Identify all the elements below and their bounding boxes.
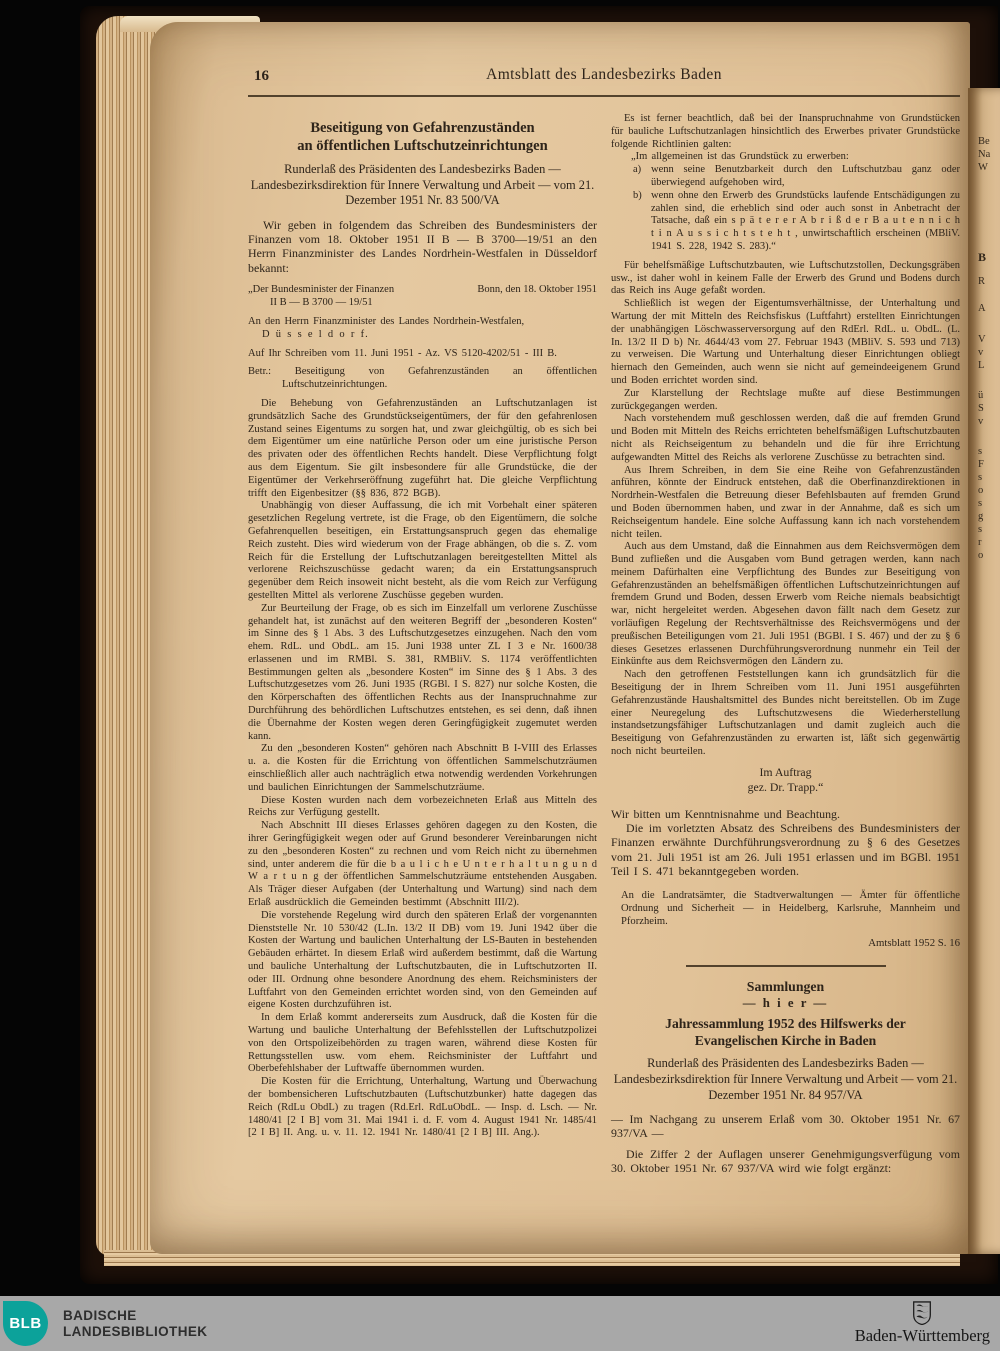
library-name: BADISCHE LANDESBIBLIOTHEK <box>63 1307 208 1339</box>
adjacent-page-text-fragment: Be <box>978 136 990 147</box>
paragraph: Nach Abschnitt III dieses Erlasses gehören dagegen zu den Kosten, die ihrer Geringfügigkeit wegen oder auf Grund besonderer Vereinbarungen nicht zu den „besonderen Kosten“ zu rechnen und vom Reich nicht zu übernehmen sind, unter anderem die für die b a u l i c h e U n t e r h a l t u n g u n d W a r t u n g der öffentlichen Sammelschutzräume entstehenden Ausgaben. Als Träger dieser Aufgaben (der Unterhaltung und Wartung) sind nach dem Erlaß ausdrücklich die Gemeinden bestimmt (Abschnitt III/2). <box>248 820 597 909</box>
paragraph: Zur Klarstellung der Rechtslage mußte auf diese Bestimmungen zurückgegangen werden. <box>611 387 960 412</box>
paragraph: gez. Dr. Trapp.“ <box>747 779 824 794</box>
paragraph: In dem Erlaß kommt andererseits zum Ausdruck, daß die Kosten für die Wartung und bauliche Unterhaltung der Befehlsstellen der Luftschutzpolizei von den Ortspolizeibehörden zu tragen waren, während diese Kosten für Rettungsstellen usw. vom ehem. Reichsminister der Luftfahrt und Oberbefehlshaber der Luftwaffe übernommen wurden. <box>248 1012 597 1075</box>
paragraph: An den Herrn Finanzminister des Landes Nordrhein-Westfalen, <box>248 315 525 327</box>
paragraph: Unabhängig von dieser Auffassung, die ich mit Vorbehalt einer späteren gesetzlichen Regelung vertrete, ist die Frage, ob den Eigentümern, die solche Gefahrenquellen beseitigen, ein Erstattungsanspruch gegen das ehemalige Reich zusteht. Dies wird wiederum von der Frage abhängen, ob die s. Z. vom Reich für die Erstellung der Luftschutzanlagen bereitgestellten Mittel als verlorene Reichszuschüsse gedacht waren; da ein Erstattungsanspruch gegenüber dem Reich insoweit nicht besteht, als die vom Reich zur Verfügung gestellten Mittel als verlorene Zuschüsse gegeben wurden. <box>248 500 597 601</box>
article2-nachgang: — Im Nachgang zu unserem Erlaß vom 30. Oktober 1951 Nr. 67 937/VA — <box>611 1112 960 1141</box>
paragraph: Diese Kosten wurden nach dem vorbezeichneten Erlaß aus Mitteln des Reichs zur Verfügung gestellt. <box>248 794 597 819</box>
baden-wuerttemberg-coat-of-arms-icon <box>912 1301 932 1325</box>
list-marker: a) <box>633 164 642 176</box>
paragraph: Schließlich ist wegen der Eigentumsverhältnisse, der Unterhaltung und Wartung der mit Mitteln des Reichsfiskus (Luftfahrt) erstellten Einrichtungen der unabhängigen Löschwasserversorgung auf den RdErl. RdL. u. ObdL. (L. In. 13/2 II D b) Nr. 4644/43 vom 27. Februar 1943 (MBliV. S. 593 und 713) zu verweisen. Die Wartung und Unterhaltung dieser Einrichtungen obliegt hiernach den Gemeinden, auch wenn sie nicht auf gemeindeeigenem Grund und Boden errichtet worden sind. <box>611 298 960 386</box>
paragraph: Wir bitten um Kenntnisnahme und Beachtung. <box>611 806 840 821</box>
paragraph: Es ist ferner beachtlich, daß bei der Inanspruchnahme von Grundstücken für bauliche Luftschutzanlagen hinsichtlich des Erwerbes privater Grundstücke folgende Richtlinien galten: <box>611 113 960 150</box>
letter-body-left <box>248 316 597 1140</box>
letter-date: Bonn, den 18. Oktober 1951 <box>477 283 597 295</box>
article2-title-line2: Evangelischen Kirche in Baden <box>694 1033 877 1049</box>
paragraph: Aus Ihrem Schreiben, in dem Sie eine Reihe von Gefahrenzuständen anführen, könnte der Eindruck entstehen, daß die Oberfinanzdirektionen in Nordrhein-Westfalen die Betreuung dieser Befehlsbauten auf fremden Grund und Boden übernommen haben, und zwar in der Annahme, daß es sich um Reichseigentum handele. Eine solche Auffassung kann ich nach vorstehendem nicht teilen. <box>611 464 960 540</box>
adjacent-page-text-fragment: s <box>978 524 983 535</box>
section-divider <box>686 965 886 967</box>
paragraph: b) wenn ohne den Erwerb des Grundstücks laufende Entschädigungen zu zahlen sind, die erheblich sind oder auch sonst in Anbetracht der Tatsache, daß ein s p ä t e r e r A b r i ß d e r B a u t e n n i c h t i n A u s s i c h t s t e h t , unwirtschaftlich erscheinen (MBliV. 1941 S. 228, 1942 S. 283).“ <box>633 189 960 252</box>
article2-subtitle: Runderlaß des Präsidenten des Landesbezirks Baden — Landesbezirksdirektion für Innere Verwaltung und Arbeit — vom 21. Dezember 1951 Nr. 84 957/VA <box>613 1056 958 1102</box>
paragraph: Zur Beurteilung der Frage, ob es sich im Einzelfall um verlorene Zuschüsse gehandelt hat, ist zunächst auf den weiteren Begriff der „besonderen Kosten“ im Sinne des § 1 Abs. 3 des Luftschutzgesetzes einzugehen. Nach den vom ehem. RdL. und ObdL. am 15. Juni 1938 unter ZL I 3 e Nr. 1600/38 erlassenen und im RMBl. S. 381, RMBliV. S. 1174 veröffentlichten Bestimmungen gelten als „besondere Kosten“ im Sinne des § 1 Abs. 3 des Luftschutzgesetzes vom 26. Juni 1935 (RGBl. I S. 827) nur solche Kosten, die den Körperschaften des öffentlichen Rechts aus der Inanspruchnahme zur Durchführung des behördlichen Luftschutzes entstehen, es sei denn, daß ihnen die Übernahme der Kosten wegen deren Geringfügigkeit zugemutet werden kann. <box>248 602 598 742</box>
paragraph: Nach vorstehendem muß geschlossen werden, daß die auf fremden Grund und Boden mit Mitteln des Reichs errichteten behelfsmäßigen Luftschutzbauten nicht als Reichseigentum zu behandeln und die für ihre Errichtung aufgewandten Mittel des Reichs als verlorene Zuschüsse zu betrachten sind. <box>611 413 960 463</box>
adjacent-page-text-fragment: ü <box>978 390 984 401</box>
paragraph: Betr.: Beseitigung von Gefahrenzuständen an öffentlichen Luftschutzeinrichtungen. <box>248 366 597 391</box>
adjacent-page-text-fragment: W <box>978 162 988 173</box>
paragraph: a) wenn seine Benutzbarkeit durch den Luftschutzbau ganz oder überwiegend aufgehoben wird, <box>633 164 960 188</box>
paragraph: Die Behebung von Gefahrenzuständen an Luftschutzanlagen ist grundsätzlich Sache des Grundstückseigentümers, der für den gefahrenlosen Zustand seines Eigentums zu sorgen hat, und zwar gleichgültig, ob es sich bei dem Eigentümer um eine natürliche Person oder um eine juristische Person des privaten oder des öffentlichen Rechts handelt. Diese Verpflichtung folgt aus dem Eigentum. Sie gilt insbesondere für alle Grundstücke, die der Eigentümer der Verkehrseröffnung zugeführt hat. Die gleiche Verpflichtung trifft den Eigenbesitzer (§§ 836, 872 BGB). <box>248 397 597 499</box>
page-number: 16 <box>254 68 269 84</box>
article2-closing: Die Ziffer 2 der Auflagen unserer Genehmigungsverfügung vom 30. Oktober 1951 Nr. 67 937/VA wird wie folgt ergänzt: <box>611 1146 960 1175</box>
paragraph: Die im vorletzten Absatz des Schreibens des Bundesministers der Finanzen erwähnte Durchführungsverordnung zu § 6 des Gesetzes vom 21. Juli 1951 ist am 26. Juli 1951 erlassen und im BGBl. 1951 Teil I S. 471 bekanntgegeben worden. <box>611 821 960 879</box>
page-header <box>248 66 960 92</box>
article2-title-line1: Jahressammlung 1952 des Hilfswerks der <box>665 1016 906 1032</box>
adjacent-page-text-fragment: s <box>978 472 983 483</box>
adjacent-page-text-fragment: V <box>978 334 986 345</box>
article1-subtitle: Runderlaß des Präsidenten des Landesbezirks Baden — Landesbezirksdirektion für Innere Verwaltung und Arbeit — vom 21. Dezember 1951 Nr. 83 500/VA <box>250 162 595 208</box>
letter-sender: „Der Bundesminister der Finanzen <box>248 283 395 295</box>
paragraph: Zu den „besonderen Kosten“ gehören nach Abschnitt B I-VIII des Erlasses u. a. die Kosten für die Errichtung von öffentlichen Sammelschutzräumen einschließlich aller auch nachträglich etwa notwendig werdenden Vorkehrungen und baulichen Einrichtungen der Sammelschutzräume. <box>248 743 597 793</box>
article2-kicker: Sammlungen <box>746 979 825 995</box>
letter-body-right <box>611 113 960 795</box>
journal-title: Amtsblatt des Landesbezirks Baden <box>486 66 722 83</box>
adjacent-page-text-fragment: R <box>978 276 986 287</box>
article1-intro: Wir geben in folgendem das Schreiben des Bundesministers der Finanzen vom 18. Oktober 1951 II B — B 3700—19/51 an den Herrn Finanzminister des Landes Nordrhein-Westfalen in Düsseldorf bekannt: <box>248 217 597 275</box>
state-branding <box>855 1301 990 1346</box>
next-page-edge <box>968 88 1000 1254</box>
list-marker: b) <box>633 189 642 201</box>
adjacent-page-text-fragment: A <box>978 303 986 314</box>
left-column <box>248 113 597 1175</box>
adjacent-page-text-fragment: r <box>978 537 982 548</box>
paragraph: Nach den getroffenen Feststellungen kann ich grundsätzlich für die Beseitigung der in Ihrem Schreiben vom 11. Juni 1951 ausgeführten Gefahrenzustände Haushaltsmittel des Bundes nicht bereitstellen. Ob im Zuge einer Neuregelung des Luftschutzwesens die Wiederherstellung instandsetzungsfähiger Luftschutzanlagen und damit zugleich auch die Beseitigung von Gefahrenzuständen zu erwarten ist, läßt sich gegenwärtig noch nicht beurteilen. <box>611 669 960 758</box>
adjacent-page-text-fragment: o <box>978 485 984 496</box>
paragraph: Die Kosten für die Errichtung, Unterhaltung, Wartung und Überwachung der bombensicheren Luftschutzbauten (Luftschutzbunker) hatte dagegen das Reich (RdLu ObdL) zu tragen (Rd.Erl. RdLuObdL. — Insp. d. Lsch. — Nr. 1480/41 [2 I B] vom 31. Mai 1941 i. d. F. vom 4. August 1941 Nr. 1485/41 [2 I B] II. Ang. u. v. 11. 12. 1941 Nr. 1480/41 [2 I B] III. Ang.). <box>248 1076 597 1139</box>
letterhead <box>248 283 597 309</box>
distribution-note: An die Landratsämter, die Stadtverwaltungen — Ämter für öffentliche Ordnung und Sicherheit — in Heidelberg, Karlsruhe, Mannheim und Pforzheim. <box>621 890 960 928</box>
right-column <box>611 113 960 1175</box>
paragraph: „Im allgemeinen ist das Grundstück zu erwerben: <box>631 151 849 163</box>
paragraph: Für behelfsmäßige Luftschutzbauten, wie Luftschutzstollen, Deckungsgräben usw., ist daher wohl in keinem Falle der Erwerb des Grund und Bodens durch das Reich ins Auge gefaßt worden. <box>611 259 960 297</box>
adjacent-page-text-fragment: g <box>978 511 984 522</box>
paragraph: Auch aus dem Umstand, daß die Einnahmen aus dem Reichsvermögen dem Bund zufließen und die Ausgaben vom Bund getragen werden, kann nach meinem Dafürhalten eine Verpflichtung des Bundes zur Beseitigung von Gefahrenzuständen an behelfsmäßigen öffentlichen Luftschutzeinrichtungen auf fremdem Grund und Boden, dessen Erwerb vom Reiche niemals beabsichtigt war, nicht hergeleitet werden. Abgesehen davon fällt nach dem Gesetz zur vorläufigen Regelung der Rechtsverhältnisse des Reichsvermögens und der preußischen Beteiligungen vom 21. Juli 1951 (BGBl. I S. 467) und der zu § 6 dieses Gesetzes erlassenen Durchführungsverordnung nunmehr ein Teil der Einkünfte aus dem Reichsvermögen den Ländern zu. <box>611 541 960 668</box>
paragraph: Auf Ihr Schreiben vom 11. Juni 1951 - Az. VS 5120-4202/51 - III B. <box>248 347 557 359</box>
blb-logo[interactable]: BLB <box>3 1301 48 1346</box>
header-rule <box>248 95 960 97</box>
article1-title: Beseitigung von Gefahrenzuständen an öffentlichen Luftschutzeinrichtungen <box>297 120 548 154</box>
adjacent-page-text-fragment: s <box>978 446 983 457</box>
adjacent-page-text-fragment: L <box>978 360 985 371</box>
closing-remarks <box>611 807 960 878</box>
adjacent-page-text-fragment: Na <box>978 149 991 160</box>
adjacent-page-text-fragment: v <box>978 347 984 358</box>
paragraph: Die vorstehende Regelung wird durch den späteren Erlaß der vorgenannten Dienststelle Nr. 10 530/42 (L.In. 13/2 II DB) vom 19. Juni 1942 über die Kosten der Wartung und baulichen Unterhaltung der LS-Bauten in bestehenden Gebäuden erhärtet. In diesem Erlaß wird außerdem bestimmt, daß die Wartung und bauliche Unterhaltung der Luftschutzbauten, die in Luftschutzorten II. oder III. Ordnung ohne besondere Anordnung des ehem. Reichsministers der Luftfahrt von den Gemeinden errichtet worden sind, von den Gemeinden auf eigene Kosten durchzuführen ist. <box>248 909 597 1011</box>
adjacent-page-text-fragment: o <box>978 550 984 561</box>
paragraph: D ü s s e l d o r f. <box>262 328 369 340</box>
state-label: Baden-Württemberg <box>854 1326 990 1345</box>
adjacent-page-text-fragment: F <box>978 459 984 470</box>
adjacent-page-text-fragment: S <box>978 403 984 414</box>
paragraph: Im Auftrag <box>759 764 812 779</box>
letter-file-number: II B — B 3700 — 19/51 <box>270 296 373 308</box>
adjacent-page-text-fragment: v <box>978 416 984 427</box>
adjacent-page-text-fragment: B <box>978 250 987 264</box>
amtsblatt-reference: Amtsblatt 1952 S. 16 <box>868 937 960 950</box>
library-footer-bar <box>0 1296 1000 1351</box>
article2-hier: — h i e r — <box>742 996 829 1011</box>
adjacent-page-text-fragment: s <box>978 498 983 509</box>
scanned-page <box>150 22 970 1254</box>
